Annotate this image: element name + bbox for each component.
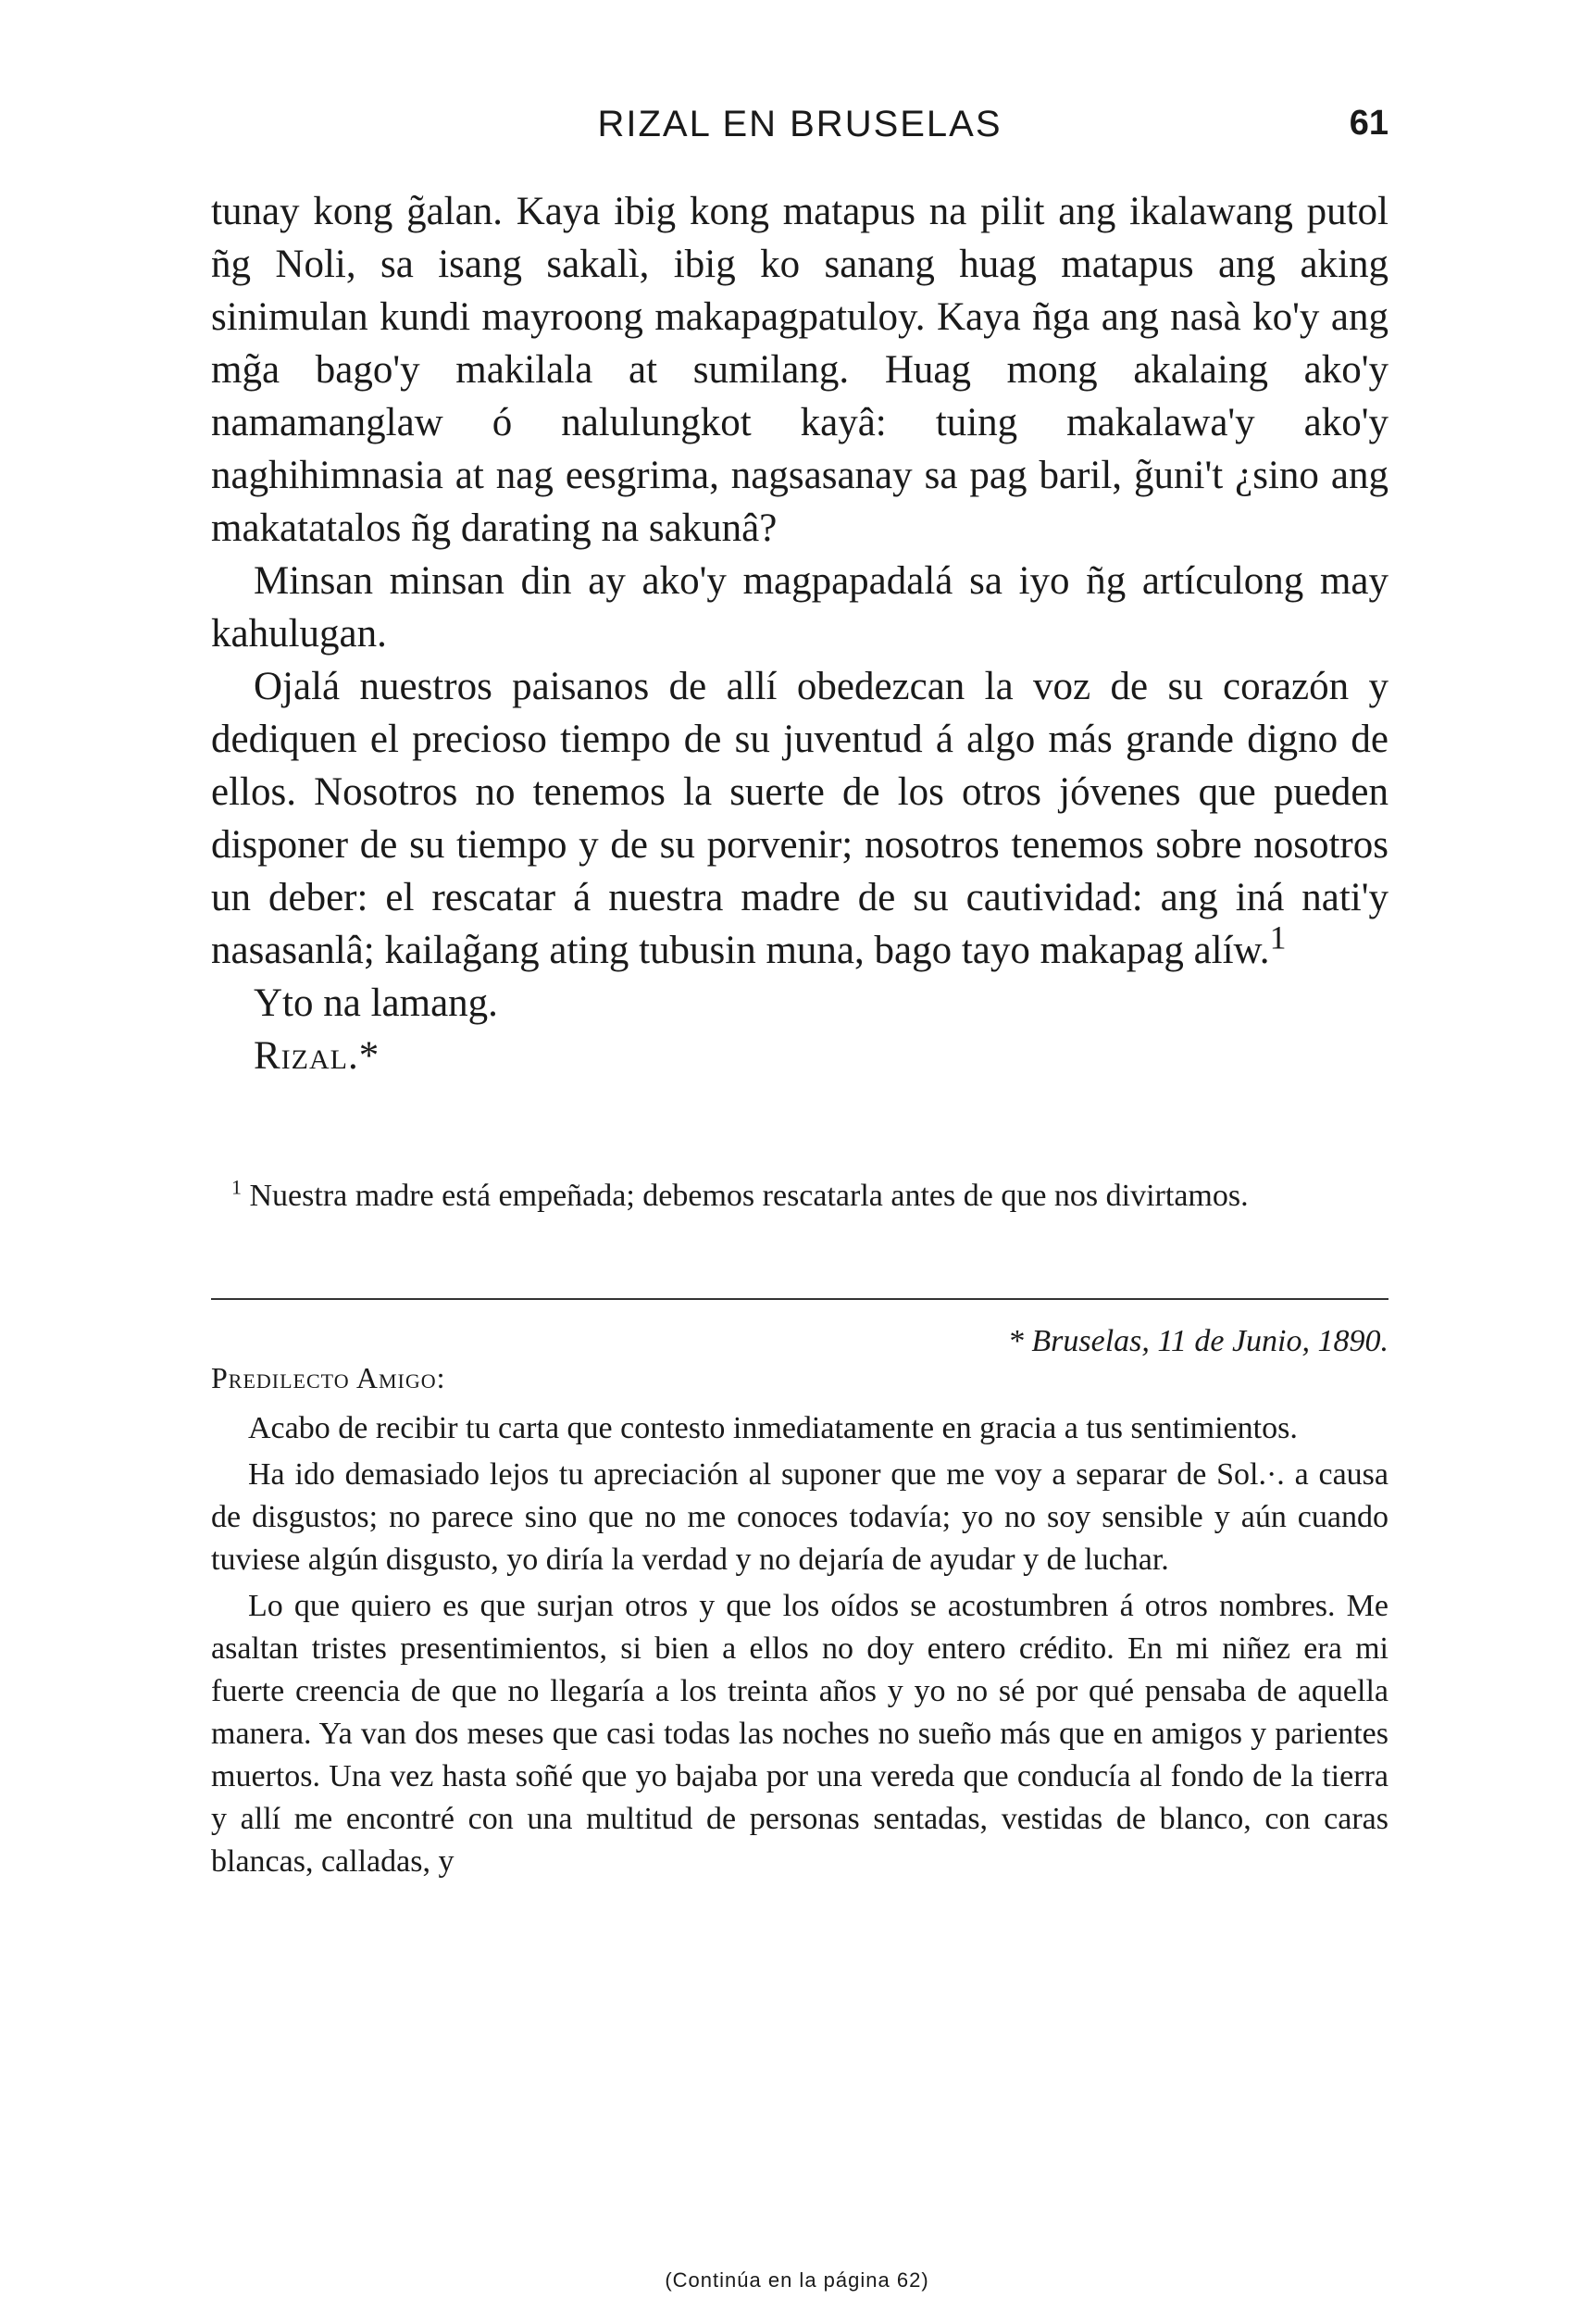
continuation-note: (Continúa en la página 62): [665, 2268, 929, 2292]
running-head: [211, 104, 1389, 159]
footnote: [211, 1176, 1389, 1217]
footnote-paragraph: [211, 1176, 1389, 1217]
letter-paragraph: Acabo de recibir tu carta que contesto inmediatamente en gracia a tus sentimientos.: [248, 1411, 1298, 1445]
running-title: RIZAL EN BRUSELAS: [597, 104, 1002, 144]
paragraph: [211, 660, 1389, 977]
page-number: 61: [1349, 104, 1389, 143]
letter-date: [1008, 1324, 1389, 1359]
letter-date-text: Bruselas, 11 de Junio, 1890.: [1031, 1324, 1389, 1358]
main-text: [211, 185, 1389, 1082]
signature: [211, 1030, 1389, 1082]
paragraph: Yto na lamang.: [254, 981, 498, 1025]
paragraph-text: Ojalá nuestros paisanos de allí obedezcan la voz de su corazón y dediquen el precioso tiempo de su juventud á algo más grande digno de ellos. Nosotros no tenemos la suerte de los otros jóvenes que pueden disponer de su tiempo y de su porvenir; nosotros tenemos sobre nosotros un deber: el rescatar á nuestra madre de su cautividad: ang iná nati'y nasasanlâ; kailag̃ang ating tubusin muna, bago tayo makapag alíw.: [211, 665, 1389, 972]
letter-marker: *: [1007, 1324, 1024, 1358]
paragraph: Minsan minsan din ay ako'y magpapadalá sa iyo ñg artículong may kahulugan.: [211, 559, 1389, 656]
letter-paragraph: Ha ido demasiado lejos tu apreciación al suponer que me voy a separar de Sol.·. a causa de disgustos; no parece sino que no me conoces todavía; yo no soy sensible y aún cuando tuviese algún disgusto, yo diría la verdad y no dejaría de ayudar y de luchar.: [211, 1457, 1389, 1577]
footnote-marker: 1: [1269, 918, 1287, 956]
footnote-text: Nuestra madre está empeñada; debemos rescatarla antes de que nos divirtamos.: [249, 1179, 1249, 1213]
paragraph: tunay kong g̃alan. Kaya ibig kong matapus na pilit ang ikalawang putol ñg Noli, sa isang sakalì, ibig ko sanang huag matapus ang aking sinimulan kundi mayroong makapagpatuloy. Kaya ñga ang nasà ko'y ang mg̃a bago'y makilala at sumilang. Huag mong akalaing ako'y namamanglaw ó nalulungkot kayâ: tuing makalawa'y ako'y naghihimnasia at nag eesgrima, nagsasanay sa pag baril, g̃uni't ¿sino ang makatatalos ñg darating na sakunâ?: [211, 190, 1389, 550]
separator-rule: [211, 1298, 1389, 1300]
signature-text: Rizal.: [254, 1034, 359, 1078]
footnote-number: 1: [231, 1175, 242, 1199]
letter-salutation: Predilecto Amigo:: [211, 1361, 446, 1394]
letter-paragraph: Lo que quiero es que surjan otros y que los oídos se acostumbren á otros nombres. Me asaltan tristes presentimientos, si bien a ellos no doy entero crédito. En mi niñez era mi fuerte creencia de que no llegaría a los treinta años y yo no sé por qué pensaba de aquella manera. Ya van dos meses que casi todas las noches no sueño más que en amigos y parientes muertos. Una vez hasta soñé que yo bajaba por una vereda que conducía al fondo de la tierra y allí me encontré con una multitud de personas sentadas, vestidas de blanco, con caras blancas, calladas, y: [211, 1589, 1389, 1879]
signature-marker: *: [358, 1034, 380, 1078]
letter-body: [211, 1407, 1389, 1887]
